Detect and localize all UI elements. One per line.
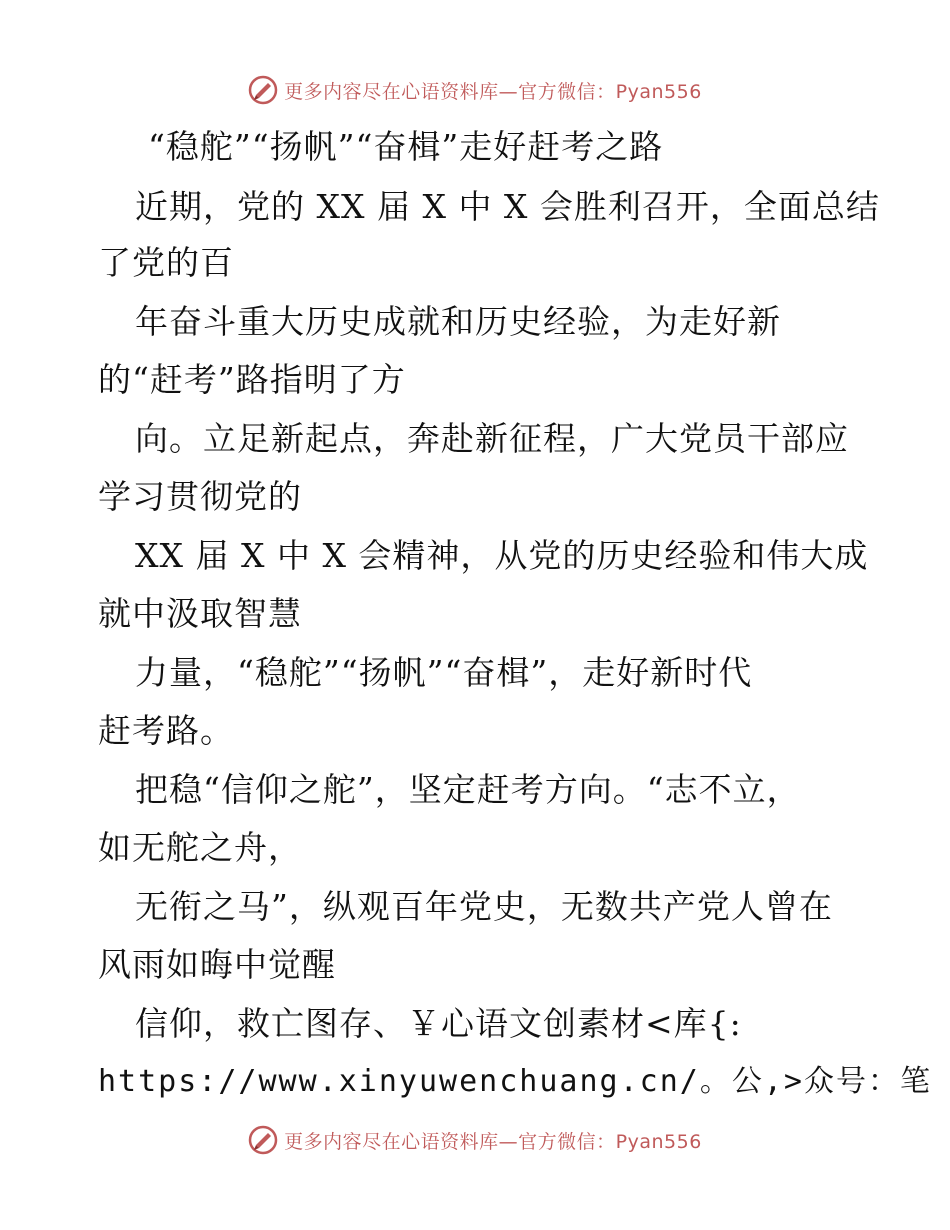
header-banner-text: 更多内容尽在心语资料库—官方微信：Pyan556 [284,80,702,103]
pen-logo-icon [248,75,278,105]
paragraph-line-url: https://www.xinyuwenchuang.cn/。公,>众号：笔 [98,1064,932,1099]
paragraph-line: 近期，党的 XX 届 X 中 X 会胜利召开，全面总结 [135,187,880,226]
pen-logo-icon [248,1125,278,1155]
paragraph-line: 赶考路。 [98,711,234,750]
document-title: “稳舵”“扬帆”“奋楫”走好赶考之路 [148,127,664,166]
paragraph-line: XX 届 X 中 X 会精神，从党的历史经验和伟大成 [135,536,869,575]
paragraph-line: 就中汲取智慧 [98,594,302,633]
paragraph-line: 如无舵之舟， [98,828,302,867]
paragraph-line: 的“赶考”路指明了方 [98,360,406,399]
paragraph-line: 风雨如晦中觉醒 [98,945,336,984]
header-banner [0,70,950,110]
paragraph-line: 把稳“信仰之舵”，坚定赶考方向。“志不立， [135,770,801,809]
paragraph-line: 年奋斗重大历史成就和历史经验，为走好新 [135,302,781,341]
footer-banner [0,1120,950,1160]
paragraph-line: 信仰，救亡图存、￥心语文创素材<库{: [135,1004,742,1043]
footer-banner-text: 更多内容尽在心语资料库—官方微信：Pyan556 [284,1130,702,1153]
paragraph-line: 学习贯彻党的 [98,477,302,516]
paragraph-line: 力量，“稳舵”“扬帆”“奋楫”，走好新时代 [135,653,753,692]
paragraph-line: 向。立足新起点，奔赴新征程，广大党员干部应 [135,419,849,458]
paragraph-line: 无衔之马”，纵观百年党史，无数共产党人曾在 [135,887,833,926]
paragraph-line: 了党的百 [98,243,234,282]
